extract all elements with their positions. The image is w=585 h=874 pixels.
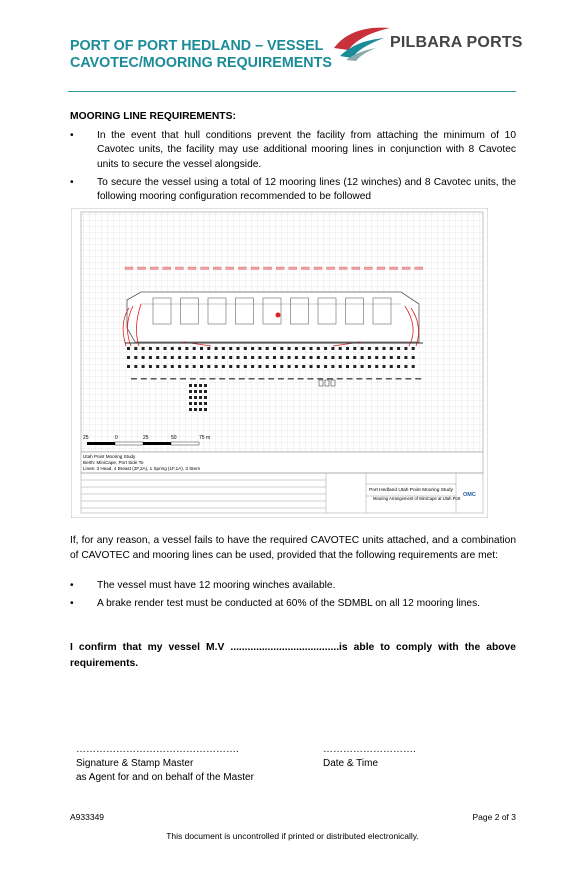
bollard-marker [185, 347, 188, 350]
bollard-marker [368, 356, 371, 359]
berth-marker [298, 378, 304, 380]
bollard-marker [127, 365, 130, 368]
dolphin-block [199, 408, 202, 411]
dolphin-block [199, 402, 202, 405]
bollard-marker [295, 347, 298, 350]
logo-text: PILBARA PORTS [390, 34, 523, 51]
bollard-marker [266, 365, 269, 368]
bollard-marker [353, 347, 356, 350]
drawing-info-line: Lines: 3 Head, 4 Breast (2F,2A), 1 Spring (1F,1A), 3 Stern [83, 466, 201, 471]
bollard-marker [229, 356, 232, 359]
dolphin-block [189, 384, 192, 387]
title-block-subtitle: Mooring Arrangement of MiniCape at Utah Port [373, 496, 461, 501]
bollard-marker [397, 365, 400, 368]
dolphin-block [204, 390, 207, 393]
bollard-marker [273, 347, 276, 350]
berth-marker [356, 378, 362, 380]
bollard-marker [171, 347, 174, 350]
berth-marker [258, 378, 264, 380]
signature-block [76, 743, 254, 785]
fender-label [163, 267, 171, 270]
header-divider [68, 91, 516, 92]
berth-marker [131, 378, 137, 380]
fender-label [301, 267, 309, 270]
berth-marker [386, 378, 392, 380]
dolphin-block [194, 396, 197, 399]
bollard-marker [353, 365, 356, 368]
bollard-marker [244, 347, 247, 350]
bollard-marker [412, 347, 415, 350]
bollard-marker [288, 365, 291, 368]
dolphin-block [204, 396, 207, 399]
bollard-marker [317, 365, 320, 368]
dolphin-block [204, 408, 207, 411]
bollard-marker [149, 347, 152, 350]
bullet-text: In the event that hull conditions prevent the facility from attaching the minimum of 10 Cavotec units, the facility may use additional mooring lines in conjunction with 8 Cavotec units to secure the vessel alongside. [97, 130, 516, 170]
bollard-marker [280, 356, 283, 359]
berth-marker [170, 378, 176, 380]
bullet-list-item [70, 129, 516, 172]
title-block-title: Port Hedland Utah Point Mooring Study [369, 488, 453, 493]
fender-label [138, 267, 146, 270]
signature-sublabel: as Agent for and on behalf of the Master [76, 772, 254, 783]
bollard-marker [295, 365, 298, 368]
document-id: A933349 [70, 812, 105, 822]
fender-label [238, 267, 246, 270]
bollard-marker [237, 347, 240, 350]
signature-label: Signature & Stamp Master [76, 758, 194, 769]
bollard-marker [251, 347, 254, 350]
bollard-marker [200, 347, 203, 350]
company-logo-text: OMC [463, 492, 476, 498]
bollard-marker [185, 356, 188, 359]
berth-marker [239, 378, 245, 380]
bollard-marker [178, 365, 181, 368]
confirmation-statement: I confirm that my vessel M.V ......................................is able to comply with the above requirements. [70, 642, 516, 669]
dolphin-block [199, 390, 202, 393]
fender-label [201, 267, 209, 270]
dolphin-block [194, 408, 197, 411]
bollard-marker [171, 356, 174, 359]
scale-label: 25 [143, 435, 149, 441]
bollard-marker [331, 365, 334, 368]
bollard-marker [361, 365, 364, 368]
section-heading: MOORING LINE REQUIREMENTS: [70, 111, 236, 122]
bollard-marker [156, 356, 159, 359]
bollard-marker [346, 356, 349, 359]
pilbara-ports-logo [332, 22, 522, 62]
bollard-marker [134, 347, 137, 350]
dolphin-block [189, 402, 192, 405]
bollard-marker [215, 356, 218, 359]
uncontrolled-note: This document is uncontrolled if printed or distributed electronically. [166, 831, 419, 841]
bollard-marker [222, 356, 225, 359]
dolphin-block [204, 384, 207, 387]
dolphin-block [204, 402, 207, 405]
bollard-marker [266, 347, 269, 350]
fender-label [264, 267, 272, 270]
berth-marker [317, 378, 323, 380]
bollard-marker [149, 356, 152, 359]
berth-marker [180, 378, 186, 380]
bollard-marker [193, 356, 196, 359]
requirements-paragraph: If, for any reason, a vessel fails to have the required CAVOTEC units attached, and a combination of CAVOTEC and mooring lines can be used, provided that the following requirements are met: [70, 535, 516, 561]
berth-marker [278, 378, 284, 380]
bollard-marker [383, 356, 386, 359]
bollard-marker [127, 356, 130, 359]
fender-label [390, 267, 398, 270]
bollard-marker [397, 347, 400, 350]
dolphin-block [199, 396, 202, 399]
date-line: ………………………. [323, 744, 416, 755]
bollard-marker [251, 356, 254, 359]
fender-label [314, 267, 322, 270]
berth-marker [151, 378, 157, 380]
bollard-marker [310, 356, 313, 359]
fender-label [226, 267, 234, 270]
berth-marker [396, 378, 402, 380]
bollard-marker [310, 347, 313, 350]
scale-label: 25 [83, 435, 89, 441]
bullet-text: The vessel must have 12 mooring winches available. [97, 580, 336, 591]
bollard-marker [273, 356, 276, 359]
bullet-list-item [70, 579, 516, 593]
fender-label [188, 267, 196, 270]
bollard-marker [193, 365, 196, 368]
bollard-marker [215, 347, 218, 350]
bollard-marker [324, 347, 327, 350]
bollard-marker [324, 356, 327, 359]
bollard-marker [280, 365, 283, 368]
berth-marker [415, 378, 421, 380]
berth-marker [229, 378, 235, 380]
bullet-list-item [70, 597, 516, 611]
berth-marker [209, 378, 215, 380]
fender-label [175, 267, 183, 270]
bollard-marker [156, 347, 159, 350]
bollard-marker [244, 365, 247, 368]
bollard-marker [310, 365, 313, 368]
berth-marker [190, 378, 196, 380]
dolphin-block [199, 384, 202, 387]
bollard-marker [229, 347, 232, 350]
bollard-marker [288, 356, 291, 359]
bollard-marker [127, 347, 130, 350]
bullet-icon: • [70, 580, 74, 591]
berth-marker [347, 378, 353, 380]
bollard-marker [302, 347, 305, 350]
bollard-marker [134, 365, 137, 368]
bollard-marker [164, 356, 167, 359]
bullet-icon: • [70, 598, 74, 609]
bollard-marker [134, 356, 137, 359]
bollard-marker [397, 356, 400, 359]
berth-marker [337, 378, 343, 380]
bollard-marker [390, 347, 393, 350]
berth-marker [200, 378, 206, 380]
bollard-marker [361, 347, 364, 350]
berth-marker [268, 378, 274, 380]
bollard-marker [200, 365, 203, 368]
bollard-marker [375, 365, 378, 368]
bollard-marker [404, 365, 407, 368]
bollard-marker [258, 365, 261, 368]
bollard-marker [331, 347, 334, 350]
bollard-marker [324, 365, 327, 368]
bollard-marker [244, 356, 247, 359]
berth-marker [405, 378, 411, 380]
bollard-marker [339, 347, 342, 350]
scale-label: 75 m [199, 435, 211, 441]
bollard-marker [390, 365, 393, 368]
bollard-marker [288, 347, 291, 350]
berth-marker [160, 378, 166, 380]
bollard-marker [142, 356, 145, 359]
bollard-marker [302, 356, 305, 359]
bollard-marker [207, 347, 210, 350]
fender-label [415, 267, 423, 270]
bollard-marker [412, 356, 415, 359]
bullet-text: To secure the vessel using a total of 12 mooring lines (12 winches) and 8 Cavotec units, the following mooring configuration recommended to be followed [97, 177, 516, 203]
berth-marker [327, 378, 333, 380]
bollard-marker [164, 365, 167, 368]
scale-label: 50 [171, 435, 177, 441]
bullet-icon: • [70, 130, 74, 141]
bollard-marker [142, 365, 145, 368]
bollard-marker [251, 365, 254, 368]
bollard-marker [185, 365, 188, 368]
berth-marker [249, 378, 255, 380]
fender-label [402, 267, 410, 270]
bollard-marker [317, 356, 320, 359]
fender-label [289, 267, 297, 270]
bollard-marker [258, 347, 261, 350]
bollard-marker [200, 356, 203, 359]
fender-label [327, 267, 335, 270]
fender-label [125, 267, 133, 270]
berth-marker [288, 378, 294, 380]
fender-label [364, 267, 372, 270]
berth-marker [376, 378, 382, 380]
dolphin-block [194, 390, 197, 393]
bollard-marker [331, 356, 334, 359]
berth-marker [141, 378, 147, 380]
bollard-marker [383, 347, 386, 350]
bollard-marker [339, 356, 342, 359]
bollard-marker [295, 356, 298, 359]
bollard-marker [164, 347, 167, 350]
date-label: Date & Time [323, 758, 379, 769]
bollard-marker [273, 365, 276, 368]
bollard-marker [412, 365, 415, 368]
dolphin-block [189, 396, 192, 399]
bollard-marker [375, 356, 378, 359]
bollard-marker [317, 347, 320, 350]
fender-label [213, 267, 221, 270]
bollard-marker [368, 347, 371, 350]
bollard-marker [193, 347, 196, 350]
manifold-marker [276, 313, 281, 318]
fender-label [339, 267, 347, 270]
berth-marker [219, 378, 225, 380]
bollard-marker [178, 347, 181, 350]
bollard-marker [266, 356, 269, 359]
bollard-marker [375, 347, 378, 350]
date-block [323, 743, 416, 771]
bollard-marker [368, 365, 371, 368]
bullet-text: A brake render test must be conducted at 60% of the SDMBL on all 12 mooring lines. [97, 598, 481, 609]
document-title: PORT OF PORT HEDLAND – VESSEL CAVOTEC/MOORING REQUIREMENTS [70, 38, 332, 71]
dolphin-block [189, 390, 192, 393]
berth-marker [307, 378, 313, 380]
bollard-marker [353, 356, 356, 359]
logo-mark-icon [332, 22, 392, 62]
bollard-marker [258, 356, 261, 359]
bollard-marker [229, 365, 232, 368]
bollard-marker [222, 347, 225, 350]
bollard-marker [237, 356, 240, 359]
signature-line: …………………………………………. [76, 744, 239, 755]
bollard-marker [142, 347, 145, 350]
bollard-marker [346, 347, 349, 350]
bollard-marker [390, 356, 393, 359]
bollard-marker [207, 356, 210, 359]
bollard-marker [280, 347, 283, 350]
scale-label: 0 [115, 435, 118, 441]
bullet-list-item [70, 176, 516, 205]
page-number: Page 2 of 3 [472, 812, 516, 822]
bollard-marker [156, 365, 159, 368]
bollard-marker [404, 347, 407, 350]
bollard-marker [171, 365, 174, 368]
bullet-icon: • [70, 177, 74, 188]
mooring-arrangement-drawing [71, 208, 488, 518]
bollard-marker [207, 365, 210, 368]
bollard-marker [149, 365, 152, 368]
bollard-marker [339, 365, 342, 368]
bollard-marker [222, 365, 225, 368]
bollard-marker [404, 356, 407, 359]
bollard-marker [178, 356, 181, 359]
fender-label [352, 267, 360, 270]
dolphin-block [194, 384, 197, 387]
bollard-marker [302, 365, 305, 368]
bollard-marker [215, 365, 218, 368]
dolphin-block [189, 408, 192, 411]
bollard-marker [237, 365, 240, 368]
fender-label [150, 267, 158, 270]
bollard-marker [346, 365, 349, 368]
dolphin-block [194, 402, 197, 405]
bollard-marker [383, 365, 386, 368]
drawing-info-line: Berth: MiniCape, Port Side To [83, 460, 144, 465]
drawing-info-line: Utah Point Mooring Study [83, 454, 136, 459]
fender-label [251, 267, 259, 270]
fender-label [377, 267, 385, 270]
bollard-marker [361, 356, 364, 359]
fender-label [276, 267, 284, 270]
berth-marker [366, 378, 372, 380]
